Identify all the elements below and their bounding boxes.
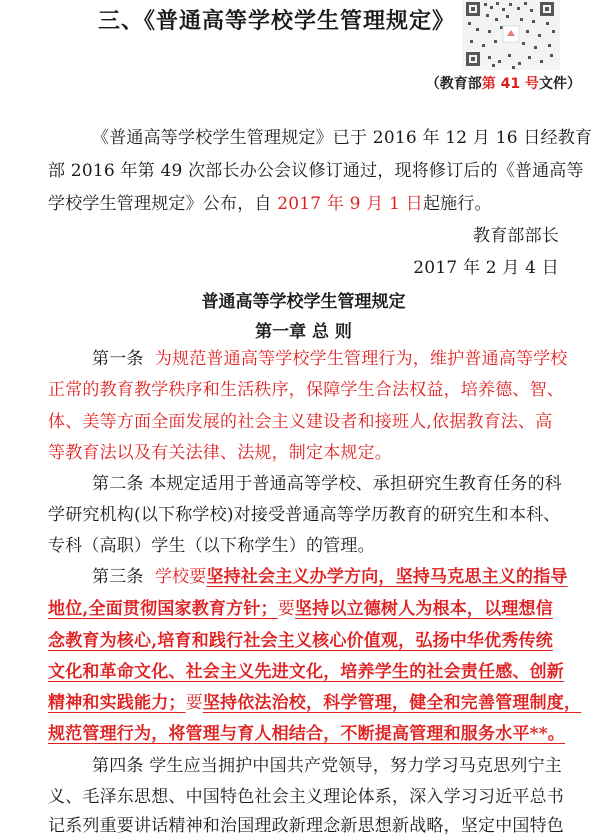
qr-code-icon <box>462 0 560 70</box>
doc-no-suffix: 文件） <box>539 76 581 92</box>
article-3-line: 文化和革命文化、社会主义先进文化，培养学生的社会责任感、创新 <box>48 662 564 682</box>
article-label: 第三条 <box>92 567 144 587</box>
article-4-line: 第四条 学生应当拥护中国共产党领导，努力学习马克思列宁主 <box>92 756 563 776</box>
intro-line <box>48 193 492 215</box>
regulation-title: 普通高等学校学生管理规定 <box>201 292 406 312</box>
article-3-line <box>92 566 568 588</box>
article-3-line: 规范管理行为，将管理与育人相结合，不断提高管理和服务水平**。 <box>48 724 565 744</box>
article-label: 第一条 <box>92 349 144 369</box>
article-2-line: 专科（高职）学生（以下称学生）的管理。 <box>48 536 375 556</box>
article-2-line: 学研究机构(以下称学校)对接受普通高等学历教育的研究生和本科、 <box>48 505 561 525</box>
article-text: 学校要 <box>154 567 207 587</box>
article-text-emphasis: 精神和实践能力； <box>48 693 186 713</box>
intro-line: 《普通高等学校学生管理规定》已于 2016 年 12 月 16 日经教育 <box>92 128 593 148</box>
signer: 教育部部长 <box>473 226 559 246</box>
article-3-line: 念教育为核心,培育和践行社会主义核心价值观，弘扬中华优秀传统 <box>48 631 553 651</box>
article-text: 为规范普通高等学校学生管理行为，维护普通高等学校 <box>154 349 568 369</box>
doc-no-prefix: （教育部 <box>425 76 482 92</box>
intro-text: 起施行。 <box>422 194 492 214</box>
section-title: 三、《普通高等学校学生管理规定》 <box>98 8 456 34</box>
effective-date: 2017 年 9 月 1 日 <box>271 194 423 214</box>
document-number <box>426 73 581 93</box>
article-text-emphasis: 地位,全面贯彻国家教育方针； <box>48 599 278 619</box>
article-text-emphasis: 坚持社会主义办学方向，坚持马克思主义的指导 <box>206 567 568 587</box>
article-3-line <box>48 692 581 714</box>
article-text-emphasis: 坚持依法治校，科学管理，健全和完善管理制度， <box>202 693 582 713</box>
chapter-heading: 第一章 总 则 <box>255 322 352 342</box>
article-4-line: 记系列重要讲话精神和治国理政新理念新思想新战略，坚定中国特色 <box>48 816 564 836</box>
article-text: 要 <box>277 599 295 619</box>
article-1-line: 等教育法以及有关法律、法规，制定本规定。 <box>48 443 392 463</box>
article-1-line <box>92 348 568 370</box>
article-3-line <box>48 598 553 620</box>
doc-no-number: 第 41 号 <box>481 76 539 92</box>
intro-text: 学校学生管理规定》公布，自 <box>48 194 272 214</box>
article-text: 要 <box>185 693 203 713</box>
intro-line: 部 2016 年第 49 次部长办公会议修订通过，现将修订后的《普通高等 <box>48 161 584 181</box>
article-text-emphasis: 坚持以立德树人为根本，以理想信 <box>294 599 553 619</box>
article-1-line: 体、美等方面全面发展的社会主义建设者和接班人,依据教育法、高 <box>48 412 553 432</box>
sign-date: 2017 年 2 月 4 日 <box>413 258 559 278</box>
article-1-line: 正常的教育教学秩序和生活秩序，保障学生合法权益，培养德、智、 <box>48 380 564 400</box>
article-4-line: 义、毛泽东思想、中国特色社会主义理论体系，深入学习习近平总书 <box>48 787 564 807</box>
article-2-line: 第二条 本规定适用于普通高等学校、承担研究生教育任务的科 <box>92 474 563 494</box>
